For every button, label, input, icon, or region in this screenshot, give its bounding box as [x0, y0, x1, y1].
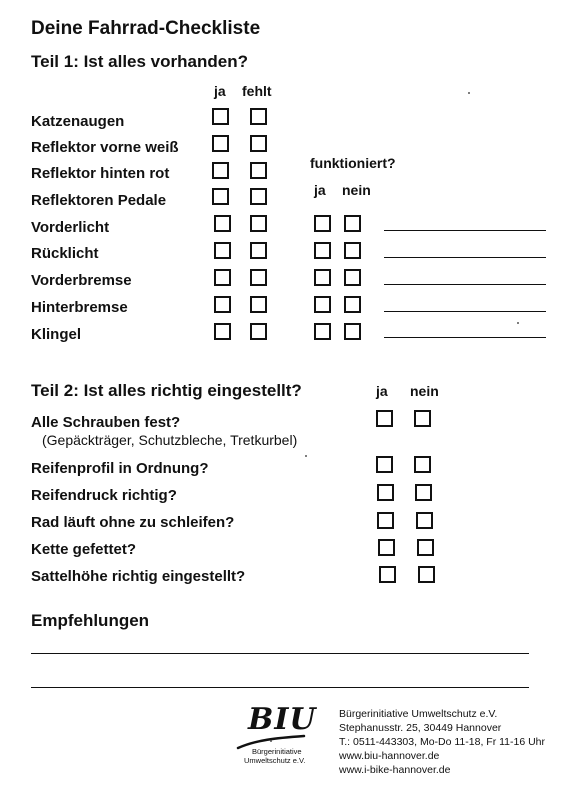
logo-sub-1: Bürgerinitiative [252, 747, 302, 756]
checkbox-missing[interactable] [250, 188, 267, 205]
part1-item-label: Vorderlicht [31, 219, 110, 236]
note-line[interactable] [384, 284, 546, 285]
checkbox-yes[interactable] [376, 456, 393, 473]
checkbox-yes[interactable] [376, 410, 393, 427]
checkbox-yes[interactable] [377, 512, 394, 529]
part1-item-label: Katzenaugen [31, 113, 125, 130]
part2-heading: Teil 2: Ist alles richtig eingestellt? [31, 381, 302, 400]
recommendation-line[interactable] [31, 687, 529, 688]
checkbox-yes[interactable] [379, 566, 396, 583]
recommendation-line[interactable] [31, 653, 529, 654]
checkbox-missing[interactable] [250, 162, 267, 179]
scan-speck [517, 322, 519, 324]
footer-phone: T.: 0511-443303, Mo-Do 11-18, Fr 11-16 Uhr [339, 736, 546, 748]
checkbox-no[interactable] [414, 456, 431, 473]
checkbox-yes[interactable] [212, 162, 229, 179]
checkbox-works-no[interactable] [344, 215, 361, 232]
part1-heading: Teil 1: Ist alles vorhanden? [31, 52, 248, 71]
func-col-yes: ja [314, 182, 326, 198]
checkbox-works-no[interactable] [344, 269, 361, 286]
part1-col-missing: fehlt [242, 83, 272, 99]
scan-speck [468, 92, 470, 94]
checkbox-no[interactable] [414, 410, 431, 427]
part1-item-label: Reflektor hinten rot [31, 165, 170, 182]
checkbox-works-no[interactable] [344, 296, 361, 313]
checkbox-yes[interactable] [212, 188, 229, 205]
part2-col-no: nein [410, 383, 439, 399]
checkbox-yes[interactable] [212, 135, 229, 152]
part2-item-note: (Gepäckträger, Schutzbleche, Tretkurbel) [42, 432, 298, 448]
note-line[interactable] [384, 337, 546, 338]
part2-item-label: Reifendruck richtig? [31, 487, 177, 504]
checkbox-works-no[interactable] [344, 242, 361, 259]
note-line[interactable] [384, 311, 546, 312]
part1-col-yes: ja [214, 83, 226, 99]
logo-wordmark: BIU [248, 702, 317, 737]
checkbox-no[interactable] [416, 512, 433, 529]
checkbox-yes[interactable] [378, 539, 395, 556]
part2-item-label: Reifenprofil in Ordnung? [31, 460, 209, 477]
part1-item-label: Hinterbremse [31, 299, 128, 316]
checkbox-missing[interactable] [250, 242, 267, 259]
checkbox-no[interactable] [418, 566, 435, 583]
biu-logo [236, 702, 326, 782]
part1-item-label: Reflektoren Pedale [31, 192, 167, 209]
page-title: Deine Fahrrad-Checkliste [31, 18, 261, 39]
part2-item-label: Alle Schrauben fest? [31, 414, 181, 431]
part1-item-label: Rücklicht [31, 245, 99, 262]
func-col-no: nein [342, 182, 371, 198]
footer-web-1[interactable]: www.biu-hannover.de [339, 750, 440, 762]
checkbox-works-yes[interactable] [314, 323, 331, 340]
checkbox-works-yes[interactable] [314, 242, 331, 259]
checkbox-yes[interactable] [377, 484, 394, 501]
checkbox-yes[interactable] [214, 323, 231, 340]
checkbox-yes[interactable] [214, 215, 231, 232]
part2-item-label: Kette gefettet? [31, 541, 137, 558]
checkbox-yes[interactable] [212, 108, 229, 125]
logo-sub-2: Umweltschutz e.V. [244, 756, 306, 765]
func-heading: funktioniert? [310, 155, 396, 171]
checkbox-missing[interactable] [250, 323, 267, 340]
checkbox-missing[interactable] [250, 296, 267, 313]
part1-item-label: Vorderbremse [31, 272, 132, 289]
checkbox-no[interactable] [417, 539, 434, 556]
checkbox-missing[interactable] [250, 108, 267, 125]
checkbox-works-no[interactable] [344, 323, 361, 340]
checkbox-works-yes[interactable] [314, 296, 331, 313]
checkbox-yes[interactable] [214, 269, 231, 286]
note-line[interactable] [384, 230, 546, 231]
scan-speck [305, 455, 307, 457]
scan-speck [270, 740, 272, 742]
checkbox-works-yes[interactable] [314, 269, 331, 286]
footer-address: Stephanusstr. 25, 30449 Hannover [339, 722, 502, 734]
part2-item-label: Rad läuft ohne zu schleifen? [31, 514, 235, 531]
checkbox-works-yes[interactable] [314, 215, 331, 232]
part2-col-yes: ja [376, 383, 388, 399]
part1-item-label: Reflektor vorne weiß [31, 139, 179, 156]
checkbox-yes[interactable] [214, 242, 231, 259]
part2-item-label: Sattelhöhe richtig eingestellt? [31, 568, 246, 585]
footer-org: Bürgerinitiative Umweltschutz e.V. [339, 708, 498, 720]
recommendations-heading: Empfehlungen [31, 611, 150, 630]
footer-web-2[interactable]: www.i-bike-hannover.de [339, 764, 451, 776]
note-line[interactable] [384, 257, 546, 258]
checkbox-no[interactable] [415, 484, 432, 501]
checkbox-missing[interactable] [250, 135, 267, 152]
part1-item-label: Klingel [31, 326, 82, 343]
checkbox-missing[interactable] [250, 269, 267, 286]
checkbox-yes[interactable] [214, 296, 231, 313]
checkbox-missing[interactable] [250, 215, 267, 232]
